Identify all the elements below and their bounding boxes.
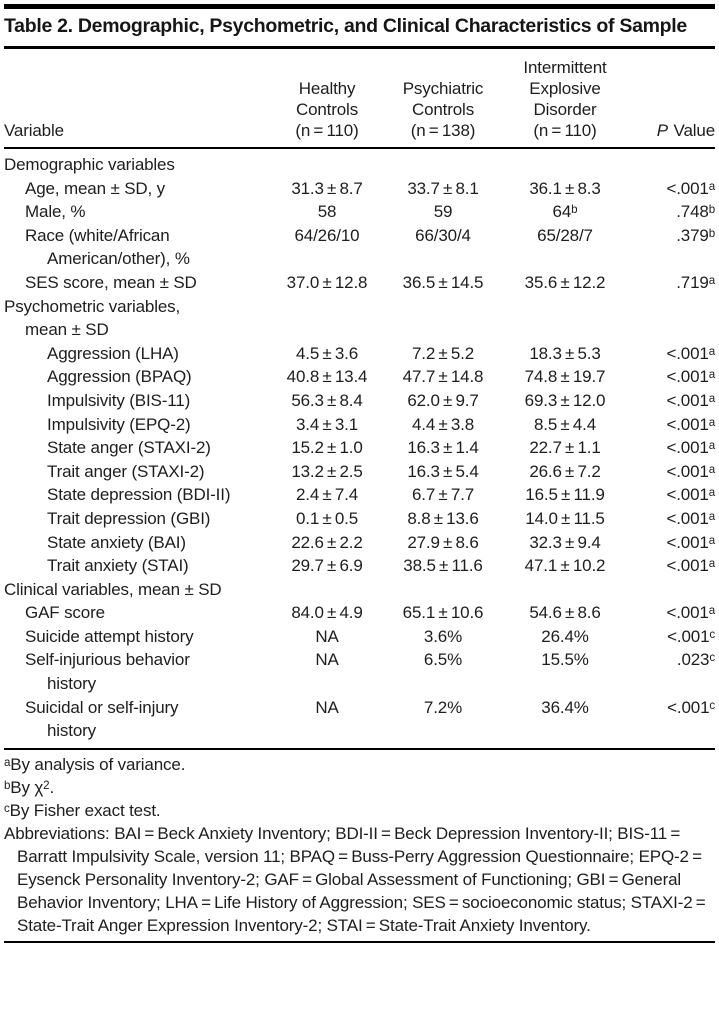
value-cell: 13.2 ± 2.5	[291, 461, 363, 481]
value-cell: 6.7 ± 7.7	[411, 485, 475, 505]
value-cell: 33.7 ± 8.1	[407, 178, 479, 198]
p-value-cell: <.001$^a$	[666, 532, 715, 552]
value-cell: 36.5 ± 14.5	[402, 272, 484, 292]
table-body	[4, 149, 715, 748]
value-cell: 14.0 ± 11.5	[525, 508, 605, 528]
bottom-rule	[4, 941, 715, 943]
superscript-marker: b	[708, 227, 715, 240]
value-cell: NA	[315, 626, 339, 646]
table-row	[4, 554, 715, 578]
table-row	[4, 224, 715, 271]
superscript-marker: 2	[43, 779, 50, 792]
value-cell: 4.4 ± 3.8	[411, 414, 475, 434]
value-cell: 16.3 ± 5.4	[407, 461, 479, 481]
superscript-marker: b	[4, 779, 11, 792]
row-label: Impulsivity (BIS-11)	[47, 390, 191, 410]
value-cell: 15.5%	[541, 650, 589, 670]
p-value-cell: <.001$^a$	[666, 438, 715, 458]
p-value-italic: P	[656, 121, 668, 140]
row-label: Age, mean ± SD, y	[25, 178, 166, 198]
value-cell: 2.4 ± 7.4	[295, 485, 359, 505]
value-cell: 84.0 ± 4.9	[291, 603, 363, 623]
header-line: Controls	[295, 100, 359, 119]
row-label: Trait anxiety (STAI)	[47, 556, 189, 576]
p-value-cell: .023$^c$	[676, 650, 715, 670]
value-cell: 8.8 ± 13.6	[407, 508, 479, 528]
p-value-cell: <.001$^a$	[666, 603, 715, 623]
superscript-marker: a	[708, 392, 715, 405]
superscript-marker: a	[708, 180, 715, 193]
table-row	[4, 413, 715, 437]
value-cell: 22.7 ± 1.1	[529, 438, 601, 458]
table-row	[4, 200, 715, 224]
value-cell: 36.1 ± 8.3	[529, 178, 601, 198]
value-cell: 59	[433, 202, 453, 222]
value-cell: 74.8 ± 19.7	[524, 367, 606, 387]
footnotes-section	[4, 750, 715, 941]
value-cell: 27.9 ± 8.6	[407, 532, 479, 552]
p-value-cell: .719$^a$	[676, 272, 715, 292]
column-header-healthy-controls	[268, 78, 386, 141]
row-label: Demographic variables	[4, 155, 175, 174]
value-cell: NA	[315, 697, 339, 717]
superscript-marker: a	[708, 345, 715, 358]
table-title: Table 2. Demographic, Psychometric, and Clinical Characteristics of Sample	[4, 15, 687, 37]
table-header	[4, 49, 715, 147]
p-value-cell: <.001$^a$	[666, 485, 715, 505]
value-cell: 26.4%	[541, 626, 589, 646]
row-label: State depression (BDI-II)	[47, 485, 231, 505]
header-line: (n = 110)	[295, 121, 359, 140]
row-label: Trait anger (STAXI-2)	[47, 461, 205, 481]
row-label: Psychometric variables, mean ± SD	[4, 296, 181, 340]
row-label: State anxiety (BAI)	[47, 532, 186, 552]
value-cell: 47.1 ± 10.2	[524, 556, 606, 576]
superscript-marker: c	[4, 802, 10, 815]
value-cell: 7.2 ± 5.2	[411, 343, 475, 363]
value-cell: 65/28/7	[537, 225, 593, 245]
table-row	[4, 365, 715, 389]
value-cell: 31.3 ± 8.7	[291, 178, 363, 198]
value-cell: 65.1 ± 10.6	[402, 603, 484, 623]
superscript-marker: c	[709, 628, 715, 641]
table-row	[4, 389, 715, 413]
value-cell: 64$^b$	[552, 202, 578, 222]
section-row	[4, 578, 715, 602]
superscript-marker: a	[708, 416, 715, 429]
value-cell: 66/30/4	[415, 225, 471, 245]
superscript-marker: a	[4, 756, 11, 769]
table-row	[4, 625, 715, 649]
row-label: Self-injurious behavior history	[25, 650, 190, 694]
header-line: Disorder	[533, 100, 597, 119]
header-line: (n = 138)	[410, 121, 476, 140]
row-label: GAF score	[25, 603, 105, 623]
p-value-rest: Value	[668, 121, 715, 140]
superscript-marker: a	[708, 440, 715, 453]
row-label: Race (white/African American/other), %	[25, 225, 190, 269]
superscript-marker: a	[708, 487, 715, 500]
superscript-marker: a	[708, 274, 715, 287]
value-cell: 64/26/10	[294, 225, 360, 245]
header-line: Intermittent	[523, 58, 607, 77]
footnote: $^b$By $\chi^2$.	[4, 777, 55, 797]
p-value-cell: <.001$^a$	[666, 461, 715, 481]
value-cell: 54.6 ± 8.6	[529, 603, 601, 623]
table-row	[4, 342, 715, 366]
value-cell: 18.3 ± 5.3	[529, 343, 601, 363]
p-value-cell: <.001$^a$	[666, 390, 715, 410]
p-value-cell: <.001$^a$	[666, 367, 715, 387]
row-label: Aggression (LHA)	[47, 343, 179, 363]
superscript-marker: a	[708, 510, 715, 523]
value-cell: 7.2%	[423, 697, 463, 717]
value-cell: 47.7 ± 14.8	[402, 367, 484, 387]
value-cell: 22.6 ± 2.2	[291, 532, 363, 552]
value-cell: 16.5 ± 11.9	[525, 485, 605, 505]
column-header-variable: Variable	[4, 121, 64, 140]
p-value-cell: <.001$^a$	[666, 414, 715, 434]
section-row	[4, 295, 715, 342]
column-header-psychiatric-controls	[386, 78, 500, 141]
value-cell: 36.4%	[541, 697, 589, 717]
row-label: Suicide attempt history	[25, 626, 194, 646]
table-row	[4, 601, 715, 625]
header-line: (n = 110)	[533, 121, 597, 140]
p-value-cell: <.001$^c$	[667, 697, 715, 717]
value-cell: 37.0 ± 12.8	[286, 272, 368, 292]
value-cell: 62.0 ± 9.7	[407, 390, 479, 410]
value-cell: 6.5%	[423, 650, 463, 670]
footnote: $^a$By analysis of variance.	[4, 754, 186, 774]
table-row	[4, 483, 715, 507]
row-label: Trait depression (GBI)	[47, 508, 211, 528]
value-cell: 38.5 ± 11.6	[403, 556, 483, 576]
superscript-marker: b	[708, 204, 715, 217]
p-value-cell: .379$^b$	[676, 225, 715, 245]
p-value-cell: .748$^b$	[676, 202, 715, 222]
value-cell: 40.8 ± 13.4	[286, 367, 368, 387]
row-label: SES score, mean ± SD	[25, 272, 197, 292]
value-cell: 56.3 ± 8.4	[291, 390, 363, 410]
value-cell: 3.6%	[423, 626, 463, 646]
row-label: Impulsivity (EPQ-2)	[47, 414, 191, 434]
table-row	[4, 436, 715, 460]
column-header-intermittent-explosive-disorder	[500, 57, 630, 141]
section-row	[4, 153, 715, 177]
row-label: Male, %	[25, 202, 86, 222]
header-line: Explosive	[529, 79, 601, 98]
value-cell: 69.3 ± 12.0	[524, 390, 606, 410]
row-label: Aggression (BPAQ)	[47, 367, 192, 387]
value-cell: 16.3 ± 1.4	[407, 438, 479, 458]
value-cell: 4.5 ± 3.6	[295, 343, 359, 363]
row-label: Clinical variables, mean ± SD	[4, 579, 222, 599]
table-row	[4, 531, 715, 555]
value-cell: 58	[317, 202, 337, 222]
value-cell: 26.6 ± 7.2	[529, 461, 601, 481]
table-row	[4, 177, 715, 201]
superscript-marker: c	[709, 699, 715, 712]
header-line: Controls	[411, 100, 475, 119]
p-value-cell: <.001$^a$	[666, 178, 715, 198]
p-value-cell: <.001$^a$	[666, 343, 715, 363]
value-cell: NA	[315, 650, 339, 670]
value-cell: 3.4 ± 3.1	[295, 414, 359, 434]
row-label: State anger (STAXI-2)	[47, 438, 211, 458]
table-row	[4, 271, 715, 295]
table-row	[4, 507, 715, 531]
superscript-marker: a	[708, 534, 715, 547]
superscript-marker: a	[708, 369, 715, 382]
table-row	[4, 696, 715, 743]
superscript-marker: a	[708, 558, 715, 571]
value-cell: 32.3 ± 9.4	[529, 532, 601, 552]
table-row	[4, 648, 715, 695]
header-line: Healthy	[298, 79, 356, 98]
p-value-cell: <.001$^a$	[666, 556, 715, 576]
value-cell: 29.7 ± 6.9	[291, 556, 363, 576]
value-cell: 8.5 ± 4.4	[533, 414, 597, 434]
value-cell: 15.2 ± 1.0	[291, 438, 363, 458]
column-header-p-value	[630, 120, 715, 141]
p-value-cell: <.001$^c$	[667, 626, 715, 646]
p-value-cell: <.001$^a$	[666, 508, 715, 528]
footnote: $^c$By Fisher exact test.	[4, 800, 161, 820]
superscript-marker: c	[709, 652, 715, 665]
value-cell: 0.1 ± 0.5	[295, 508, 359, 528]
superscript-marker: b	[571, 204, 578, 217]
row-label: Suicidal or self-injury history	[25, 697, 179, 741]
superscript-marker: a	[708, 605, 715, 618]
value-cell: 35.6 ± 12.2	[524, 272, 606, 292]
abbreviations: Abbreviations: BAI = Beck Anxiety Inventory; BDI-II = Beck Depression Inventory-II; BIS-11 = Barratt Impulsivity Scale, version 11; BPAQ = Buss-Perry Aggression Questionnaire; EPQ-2 = Eysenck Personality Inventory-2; GAF = Global Assessment of Functioning; GBI = General Behavior Inventory; LHA = Life History of Aggression; SES = socioeconomic status; STAXI-2 = State-Trait Anger Expression Inventory-2; STAI = State-Trait Anxiety Inventory.	[4, 823, 709, 935]
header-line: Psychiatric	[402, 79, 484, 98]
footnote-list	[4, 753, 715, 822]
superscript-marker: a	[708, 463, 715, 476]
table-row	[4, 460, 715, 484]
